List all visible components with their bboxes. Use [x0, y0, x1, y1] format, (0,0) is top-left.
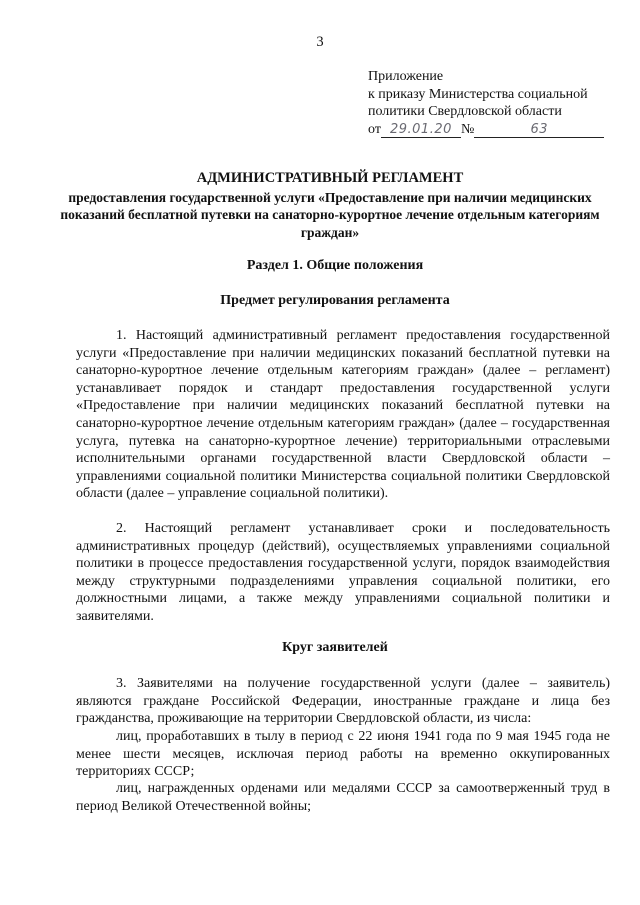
- subsection-title: Предмет регулирования регламента: [220, 293, 450, 308]
- document-title-block: [60, 170, 600, 241]
- page-number: 3: [316, 34, 324, 50]
- order-date-number: [368, 121, 618, 139]
- from-label: от: [368, 121, 381, 137]
- number-field: [474, 121, 604, 138]
- handwritten-number: 63: [530, 122, 549, 137]
- number-label: №: [460, 121, 475, 137]
- document-title: АДМИНИСТРАТИВНЫЙ РЕГЛАМЕНТ: [196, 170, 464, 186]
- appendix-line: Приложение: [368, 69, 444, 84]
- paragraph-4: лиц, проработавших в тылу в период с 22 июня 1941 года по 9 мая 1945 года не менее шести месяцев, исключая период работы на временно оккупированных территориях СССР;: [76, 729, 610, 780]
- paragraph-5: лиц, награжденных орденами или медалями СССР за самоотверженный труд в период Великой Отечественной войны;: [76, 781, 610, 814]
- document-subtitle: предоставления государственной услуги «Предоставление при наличии медицинских показаний бесплатной путевки на санаторно-курортное лечение отдельным категориям граждан»: [60, 189, 600, 240]
- applicants-title: Круг заявителей: [282, 640, 388, 655]
- paragraph-3: 3. Заявителями на получение государственной услуги (далее – заявитель) являются граждане Российской Федерации, иностранные граждане и лица без гражданства, проживающие на территории Свердловской области, из числа:: [76, 676, 610, 727]
- handwritten-date: 29.01.20: [389, 122, 452, 137]
- appendix-line: политики Свердловской области: [368, 104, 562, 119]
- appendix-block: [368, 68, 618, 138]
- paragraph-1: 1. Настоящий административный регламент предоставления государственной услуги «Предоставление при наличии медицинских показаний бесплатной путевки на санаторно-курортное лечение отдельным категориям граждан» (далее – регламент) устанавливает порядок и стандарт предоставления государственной услуги «Предоставление при наличии медицинских показаний бесплатной путевки на санаторно-курортное лечение отдельным категориям граждан» (далее – государственная услуга, путевка на санаторно-курортное лечение) территориальными отраслевыми исполнительными органами государственной власти Свердловской области – управлениями социальной политики Министерства социальной политики Свердловской области (далее – управление социальной политики).: [76, 328, 610, 502]
- section-title: Раздел 1. Общие положения: [246, 258, 424, 273]
- paragraph-2: 2. Настоящий регламент устанавливает сроки и последовательность административных процедур (действий), осуществляемых управлениями социальной политики в процессе предоставления государственной услуги, порядок взаимодействия между структурными подразделениями управления социальной политики, его должностными лицами, а также между управлениями социальной политики и заявителями.: [76, 521, 610, 624]
- appendix-line: к приказу Министерства социальной: [368, 86, 588, 102]
- date-field: [381, 121, 461, 138]
